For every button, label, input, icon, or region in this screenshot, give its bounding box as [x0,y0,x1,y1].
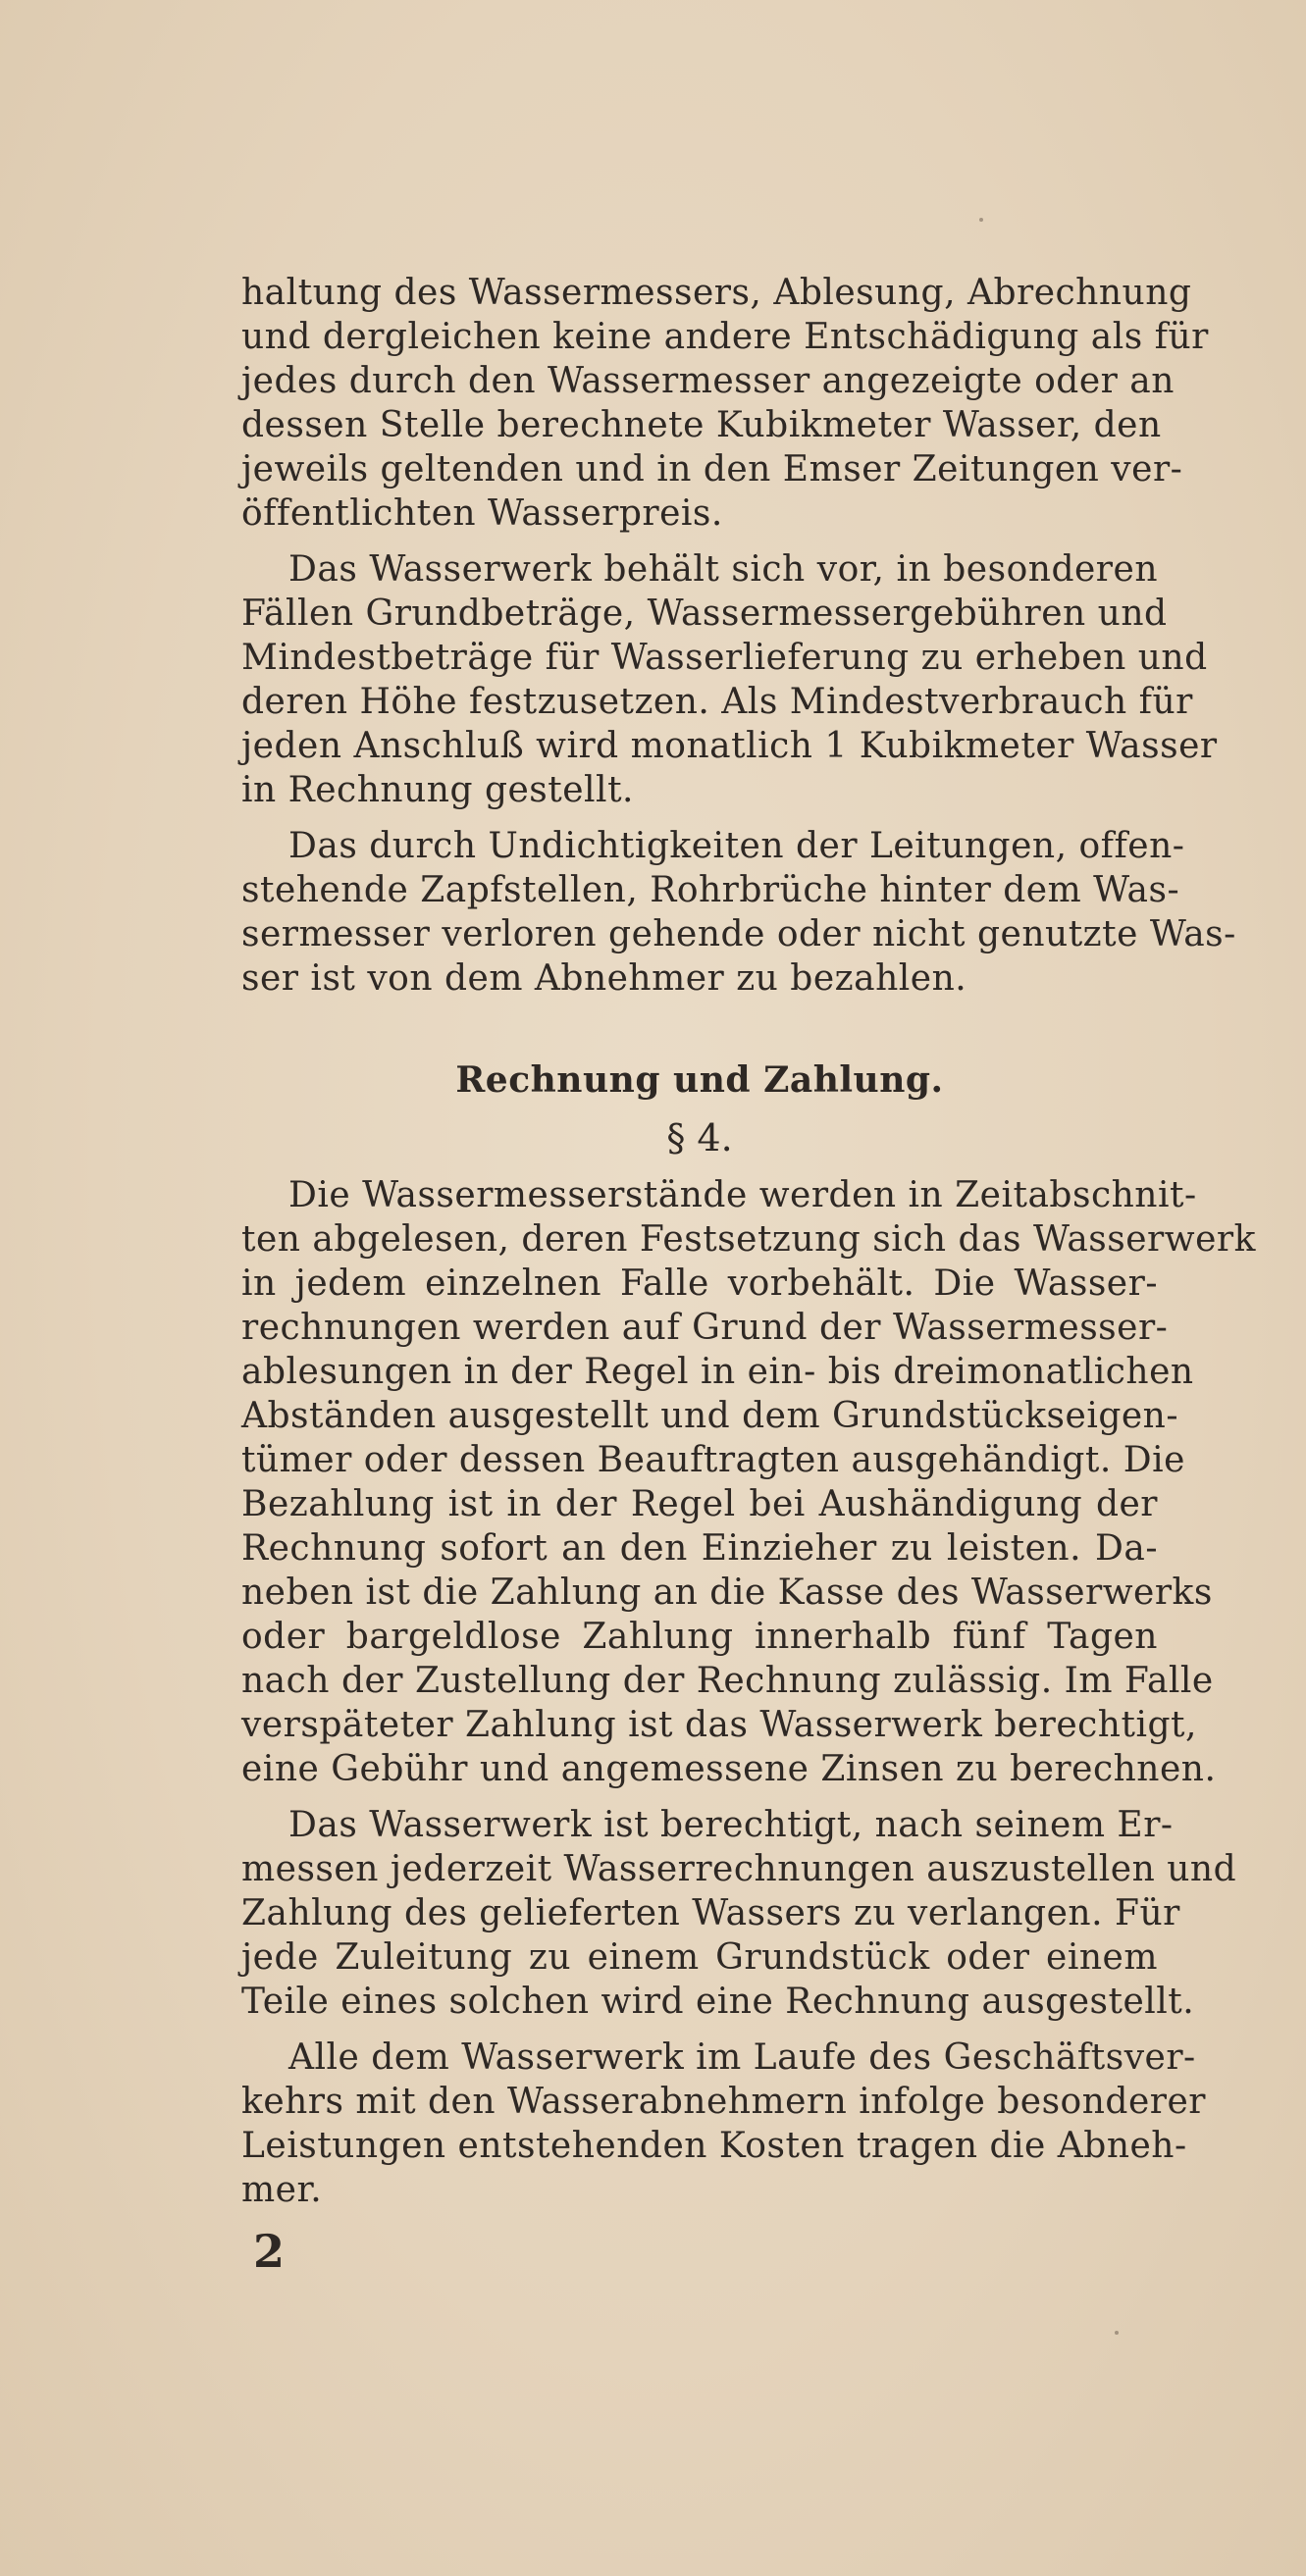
text-line: Das durch Undichtigkeiten der Leitungen, offen- [288,826,1185,866]
text-line: nach der Zustellung der Rechnung zulässig. Im Falle [241,1661,1214,1701]
text-line: Fällen Grundbeträge, Wassermessergebühren und [241,593,1168,634]
text-line: und dergleichen keine andere Entschädigung als für [241,317,1209,357]
text-line: Leistungen entstehenden Kosten tragen die Abneh- [241,2126,1187,2166]
text-line: tümer oder dessen Beauftragten ausgehändigt. Die [241,1440,1185,1480]
text-line: messen jederzeit Wasserrechnungen auszustellen und [241,1849,1237,1889]
text-line: stehende Zapfstellen, Rohrbrüche hinter dem Was- [241,870,1180,910]
text-line: haltung des Wassermessers, Ablesung, Abrechnung [241,273,1192,313]
text-line: Mindestbeträge für Wasserlieferung zu erheben und [241,638,1208,678]
paragraph [241,1803,1237,2024]
text-line: ten abgelesen, deren Festsetzung sich das Wasserwerk [241,1219,1256,1260]
text-line: neben ist die Zahlung an die Kasse des Wasserwerks [241,1572,1213,1613]
text-line: in Rechnung gestellt. [241,770,634,810]
paragraph [241,824,1236,1001]
text-line: öffentlichten Wasserpreis. [241,493,723,534]
text-line: rechnungen werden auf Grund der Wassermesser- [241,1308,1169,1348]
section-number: § 4. [666,1116,733,1159]
text-line: Abständen ausgestellt und dem Grundstückseigen- [241,1396,1179,1436]
text-line: Das Wasserwerk ist berechtigt, nach seinem Er- [288,1805,1174,1845]
text-line: Teile eines solchen wird eine Rechnung ausgestellt. [241,1982,1195,2022]
text-line: jeweils geltenden und in den Emser Zeitungen ver- [241,449,1183,489]
text-line: verspäteter Zahlung ist das Wasserwerk berechtigt, [241,1705,1197,1745]
text-line: sermesser verloren gehende oder nicht genutzte Was- [241,914,1236,954]
text-line: Das Wasserwerk behält sich vor, in besonderen [288,549,1158,590]
text-line: in jedem einzelnen Falle vorbehält. Die Wasser- [241,1263,1158,1304]
text-block-upper [241,271,1236,1001]
text-line: kehrs mit den Wasserabnehmern infolge besonderer [241,2082,1206,2122]
paragraph [241,1173,1256,1791]
paper-speck [1115,2331,1119,2335]
text-line: ablesungen in der Regel in ein- bis dreimonatlichen [241,1352,1194,1392]
text-line: Die Wassermesserstände werden in Zeitabschnit- [288,1175,1197,1215]
text-line: mer. [241,2170,323,2210]
text-line: jedes durch den Wassermesser angezeigte oder an [241,361,1175,401]
section-heading: Rechnung und Zahlung. [455,1059,944,1101]
paragraph [241,2035,1206,2212]
text-line: Alle dem Wasserwerk im Laufe des Geschäftsver- [288,2037,1196,2078]
page-number: 2 [253,2225,286,2278]
paper-speck [979,218,983,222]
text-line: eine Gebühr und angemessene Zinsen zu berechnen. [241,1749,1217,1789]
text-line: jeden Anschluß wird monatlich 1 Kubikmeter Wasser [241,726,1218,766]
text-line: Zahlung des gelieferten Wassers zu verlangen. Für [241,1893,1180,1933]
text-line: dessen Stelle berechnete Kubikmeter Wasser, den [241,405,1162,445]
paragraph [241,271,1209,536]
text-line: oder bargeldlose Zahlung innerhalb fünf Tagen [241,1617,1158,1657]
text-line: jede Zuleitung zu einem Grundstück oder einem [241,1937,1158,1978]
text-line: Bezahlung ist in der Regel bei Aushändigung der [241,1484,1158,1524]
text-block-lower [241,1173,1256,2212]
text-line: ser ist von dem Abnehmer zu bezahlen. [241,958,967,999]
text-line: Rechnung sofort an den Einzieher zu leisten. Da- [241,1528,1158,1569]
text-line: deren Höhe festzusetzen. Als Mindestverbrauch für [241,682,1193,722]
paragraph [241,547,1218,812]
